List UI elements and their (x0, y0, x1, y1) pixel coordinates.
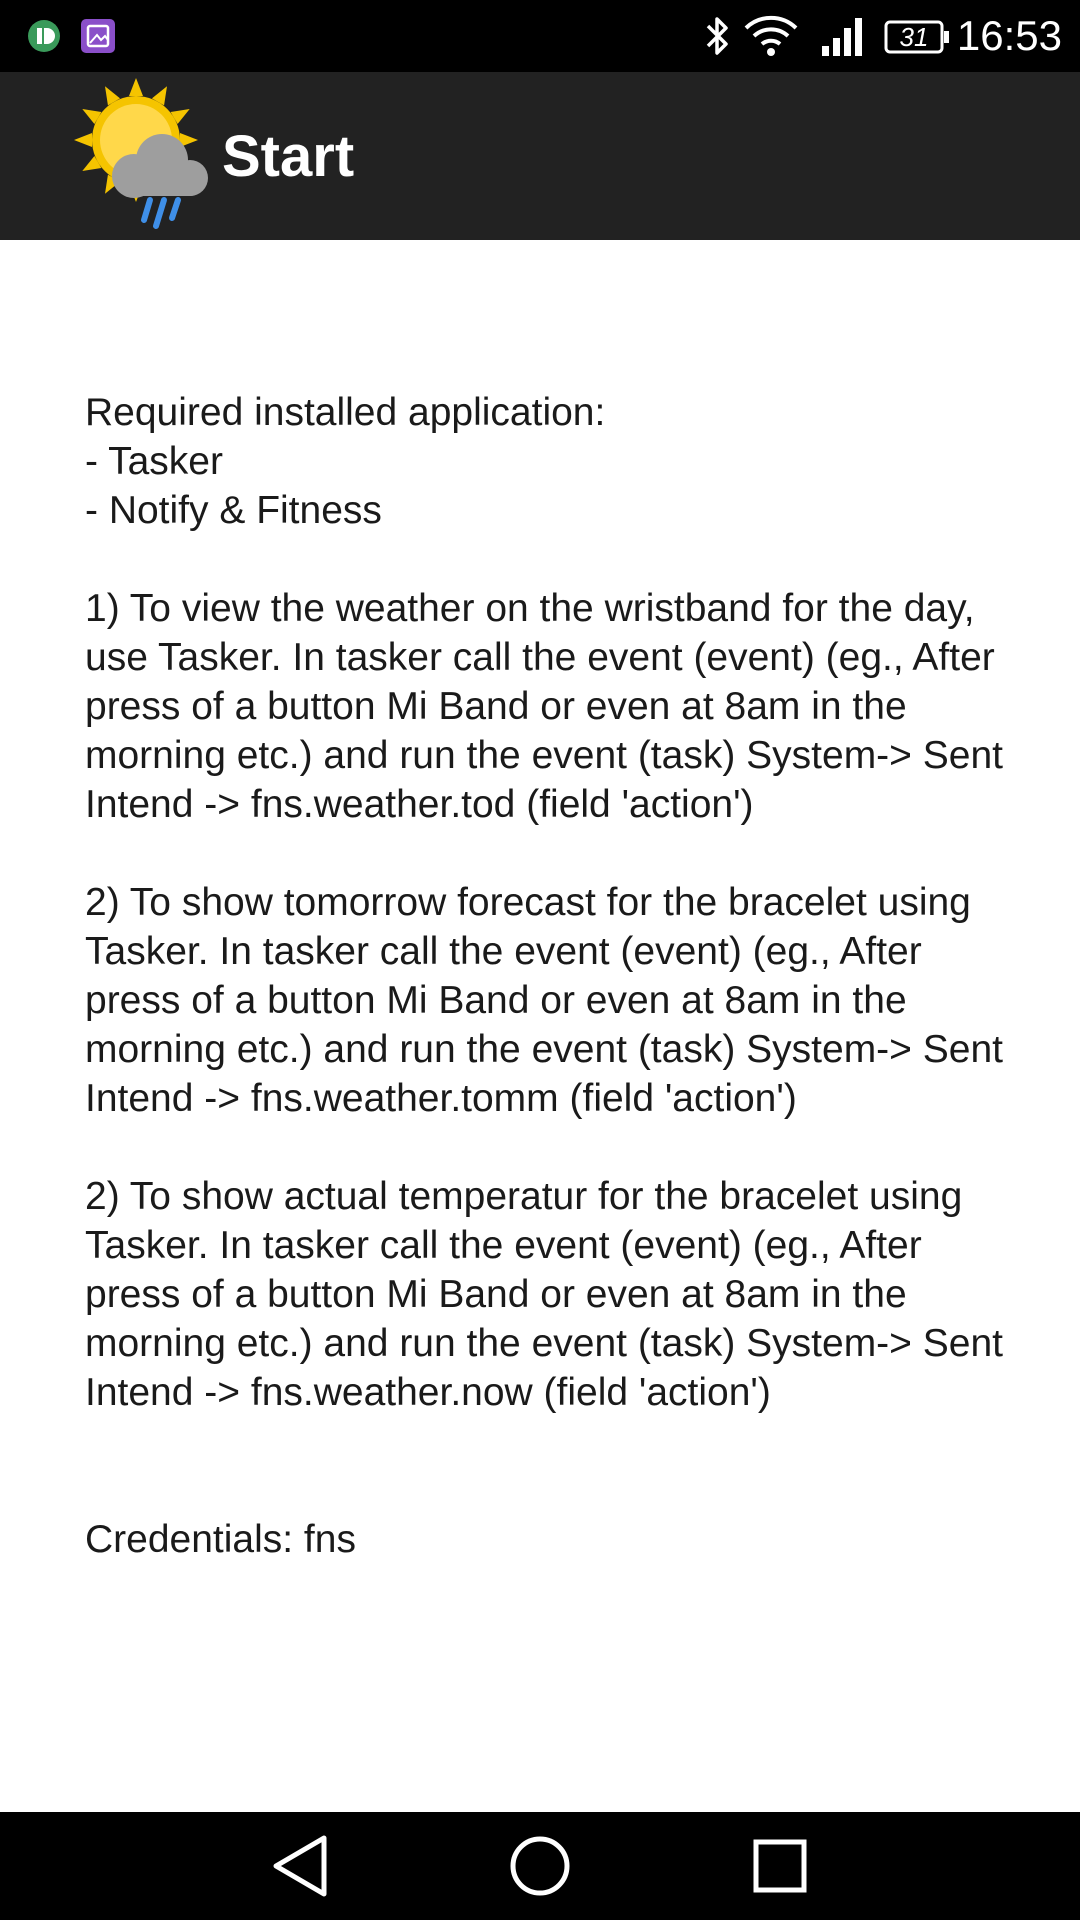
navigation-bar (0, 1812, 1080, 1920)
back-icon[interactable] (262, 1828, 338, 1904)
instructions-text: Required installed application: - Tasker - Notify & Fitness 1) To view the weather on the wristband for the day, use Tasker. In tasker call the event (event) (eg., After press of a button Mi Band or even at 8am in the morning etc.) and run the event (task) System-> Sent Intend -> fns.weather.tod (field 'action') 2) To show tomorrow forecast for the bracelet using Tasker. In tasker call the event (event) (eg., After press of a button Mi Band or even at 8am in the morning etc.) and run the event (task) System-> Sent Intend -> fns.weather.tomm (field 'action') 2) To show actual temperatur for the bracelet using Tasker. In tasker call the event (event) (eg., After press of a button Mi Band or even at 8am in the morning etc.) and run the event (task) System-> Sent Intend -> fns.weather.now (field 'action') Credentials: fns (85, 391, 1004, 1561)
app-bar (0, 72, 1080, 240)
status-bar (0, 0, 1080, 72)
bluetooth-icon (700, 14, 734, 58)
home-icon[interactable] (502, 1828, 578, 1904)
weather-sun-cloud-rain-icon (64, 74, 220, 230)
battery-level: 31 (899, 22, 929, 52)
gallery-notification-icon (80, 18, 116, 54)
main-content[interactable] (0, 240, 1080, 1812)
signal-icon (820, 14, 868, 58)
wifi-icon (742, 14, 800, 58)
app-title: Start (222, 124, 355, 189)
recents-icon[interactable] (742, 1828, 818, 1904)
app-notification-green-icon (26, 18, 62, 54)
battery-icon (884, 20, 950, 54)
status-time: 16:53 (956, 12, 1062, 59)
